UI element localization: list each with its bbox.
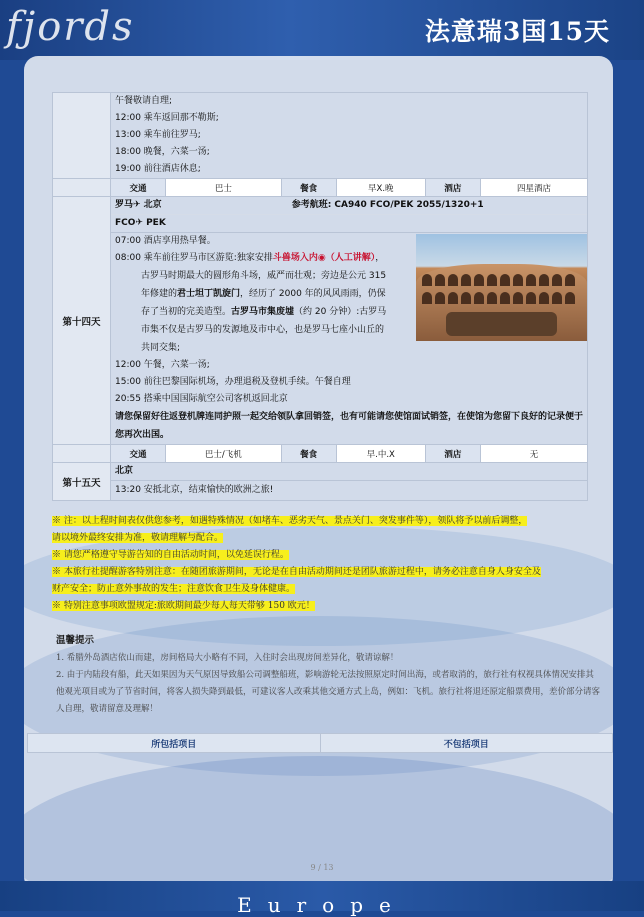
meal-label: 餐食 — [281, 445, 336, 463]
day14-label: 第十四天 — [53, 197, 111, 445]
schedule-line: 07:00 酒店享用热早餐。 — [115, 236, 216, 246]
day15-route — [111, 463, 588, 481]
transport-value: 巴士 — [166, 179, 282, 197]
schedule-line: 19:00 前往酒店休息; — [115, 164, 201, 174]
script-decoration: fjords — [6, 4, 135, 50]
page-title: 法意瑞3国15天 — [424, 17, 610, 46]
day13-schedule — [111, 93, 588, 179]
roman-forum: 古罗马市集废墟 — [231, 307, 295, 317]
tips-section — [56, 632, 602, 718]
note-line: 财产安全；防止意外事故的发生；注意饮食卫生及身体健康。 — [52, 584, 296, 594]
colosseum-highlight: 斗兽场入内◉（人工讲解） — [272, 253, 376, 263]
day-cell-empty — [53, 93, 111, 179]
schedule-line: 20:55 搭乘中国国际航空公司客机返回北京 — [115, 394, 288, 404]
route-text: 北京 — [115, 466, 134, 476]
transport-value: 巴士/飞机 — [166, 445, 282, 463]
note-line: ※ 本旅行社提醒游客特别注意：在随团旅游期间，无论是在自由活动期间还是团队旅游过程中，请务必注意自身人身安全及 — [52, 567, 541, 577]
tip-paragraph: 2. 由于内陆段有船，此天如果因为天气原因导致船公司调整船班，影响游轮无法按照原定时间出海，或者取消的，旅行社有权视具体情况安排其他观光项目或为了节省时间，将客人损失降到最低，可建议客人改乘其他交通方式上岛，例如：飞机。旅行社将退还原定船票费用，差价部分请客人自理，敬请留意及理解！ — [56, 670, 601, 714]
schedule-line: 15:00 前往巴黎国际机场，办理退税及登机手续。午餐自理 — [115, 377, 351, 387]
schedule-line: 08:00 乘车前往罗马市区游览:独家安排斗兽场入内◉（人工讲解）， — [115, 253, 385, 263]
hotel-value: 四星酒店 — [480, 179, 587, 197]
hotel-value: 无 — [480, 445, 587, 463]
day14-info-row — [53, 445, 588, 463]
colosseum-photo — [416, 234, 587, 341]
note-line: 请以境外最终安排为准，敬请理解与配合。 — [52, 533, 224, 543]
tips-title: 温馨提示 — [56, 635, 95, 646]
meal-value: 早X.晚 — [336, 179, 425, 197]
page-number: 9 / 13 — [310, 863, 334, 872]
schedule-wrap: 共同交集; — [141, 343, 181, 353]
tip-paragraph: 1. 希腊外岛酒店依山而建，房间格局大小略有不同，入住时会出现房间差异化，敬请谅解！ — [56, 653, 399, 663]
visa-notice: 请您保留好往返登机牌连同护照一起交给领队拿回销签，也有可能请您使馆面试销签，在使馆为您留下良好的记录便于您再次出国。 — [115, 412, 584, 440]
day15-schedule — [111, 481, 588, 501]
meal-label: 餐食 — [281, 179, 336, 197]
note-line: ※ 特别注意事项欧盟规定:旅欧期间最少每人每天带够 150 欧元！ — [52, 601, 315, 611]
footer-word: Europe — [237, 893, 407, 917]
excluded-header: 不包括项目 — [320, 734, 613, 753]
included-header: 所包括项目 — [28, 734, 321, 753]
schedule-line: 18:00 晚餐，六菜一汤; — [115, 147, 210, 157]
notes-section — [52, 513, 607, 615]
route-code: FCO✈ PEK — [115, 218, 166, 228]
schedule-line: 12:00 午餐，六菜一汤; — [115, 360, 210, 370]
schedule-line: 13:00 乘车前往罗马; — [115, 130, 201, 140]
schedule-line: 13:20 安抵北京，结束愉快的欧洲之旅! — [115, 485, 274, 495]
arch-of-constantine: 君士坦丁凯旋门 — [177, 289, 241, 299]
route-text: 罗马✈ 北京 — [115, 200, 162, 210]
schedule-line: 12:00 乘车返回那不勒斯; — [115, 113, 219, 123]
hotel-label: 酒店 — [425, 445, 480, 463]
schedule-line: 午餐敬请自理; — [115, 96, 173, 106]
day13-info-row — [53, 179, 588, 197]
flight-reference: 参考航班: CA940 FCO/PEK 2055/1320+1 — [291, 200, 484, 210]
day15-label: 第十五天 — [53, 463, 111, 501]
day14-route — [111, 197, 588, 233]
schedule-wrap: 存了当初的完美造型。古罗马市集废墟（约 20 分钟）:古罗马 — [141, 307, 387, 317]
hotel-label: 酒店 — [425, 179, 480, 197]
note-line: ※ 注：以上程时间表仅供您参考，如遇特殊情况（如堵车、恶劣天气、景点关门、突发事件等），领队将予以前后调整， — [52, 516, 528, 526]
schedule-wrap: 古罗马时期最大的圆形角斗场，威严而壮观；旁边是公元 315 — [141, 271, 387, 281]
transport-label: 交通 — [111, 445, 166, 463]
meal-value: 早.中.X — [336, 445, 425, 463]
transport-label: 交通 — [111, 179, 166, 197]
note-line: ※ 请您严格遵守导游告知的自由活动时间，以免延误行程。 — [52, 550, 289, 560]
schedule-wrap: 市集不仅是古罗马的发源地及市中心，也是罗马七座小山丘的 — [141, 325, 385, 335]
schedule-wrap: 年修建的君士坦丁凯旋门，经历了 2000 年的风风雨雨，仍保 — [141, 289, 386, 299]
inclusions-table — [27, 733, 613, 753]
